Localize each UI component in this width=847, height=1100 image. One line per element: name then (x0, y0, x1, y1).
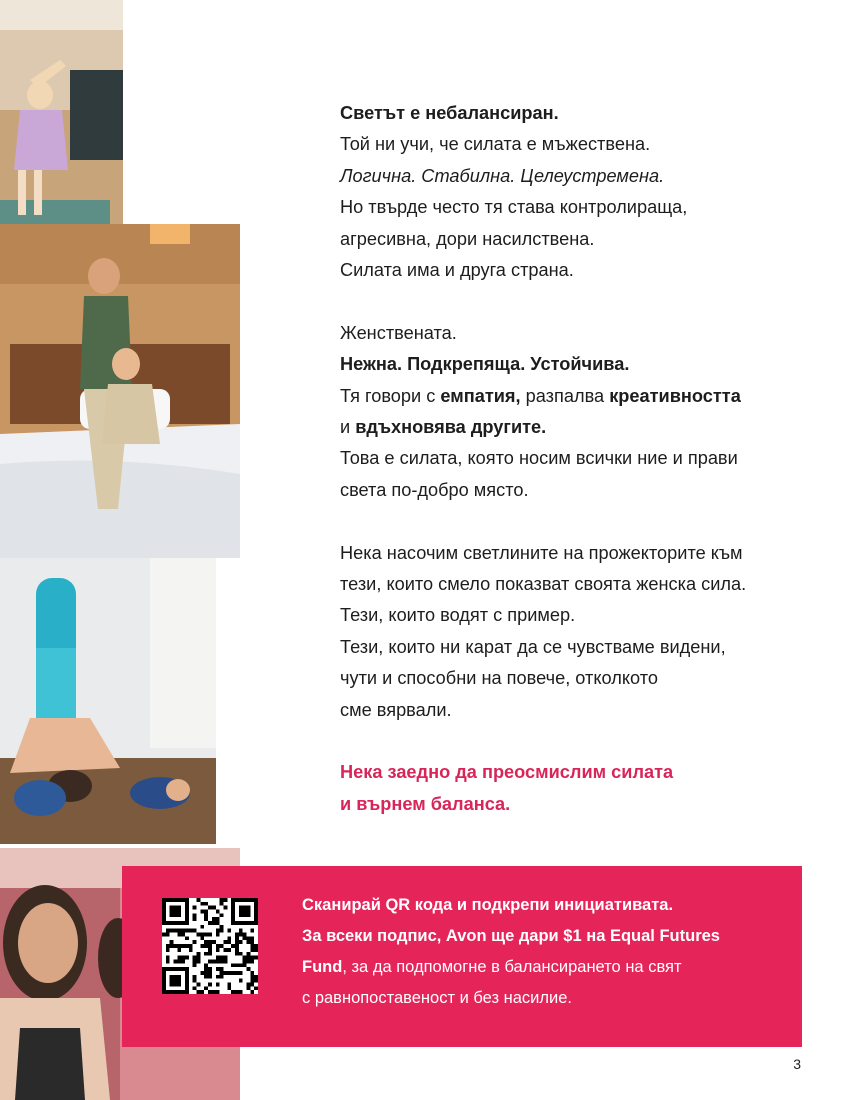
text-fragment: Тя говори с (340, 385, 441, 406)
text-line: Женствената. (340, 322, 457, 343)
text-fragment: разпалва (520, 385, 610, 406)
text-fragment-bold: креативността (609, 385, 741, 406)
cta-text (302, 890, 792, 1014)
qr-code[interactable] (162, 898, 258, 994)
text-line: Силата има и друга страна. (340, 260, 574, 281)
cta-fragment-bold: Fund (302, 958, 343, 976)
text-line: сме вярвали. (340, 699, 452, 720)
text-line-mixed (340, 381, 820, 412)
text-fragment-bold: вдъхновява другите. (355, 417, 547, 438)
cta-banner (122, 866, 802, 1047)
heading-line: Светът е небалансиран. (340, 103, 559, 123)
closing-line: Нека заедно да преосмислим силата (340, 762, 674, 783)
text-line: Нека насочим светлините на прожекторите към (340, 542, 743, 563)
closing-line: и върнем баланса. (340, 793, 511, 814)
cta-line-bold: За всеки подпис, Avon ще дари $1 на Equal Futures (302, 927, 720, 945)
text-line: Това е силата, която носим всички ние и прави (340, 448, 738, 469)
text-line: Но твърде често тя става контролираща, (340, 197, 688, 218)
main-text (340, 98, 820, 820)
cta-fragment: , за да подпомогне в балансирането на свят (342, 958, 682, 976)
photo-man-jumping-bed (0, 224, 240, 558)
text-line-mixed (340, 412, 820, 443)
text-fragment-bold: емпатия, (440, 385, 521, 406)
text-line: агресивна, дори насилствена. (340, 228, 595, 249)
text-line: света по-добро място. (340, 479, 529, 500)
text-fragment: и (340, 417, 356, 438)
photo-woman-headstand (0, 558, 216, 844)
text-line: Тези, които водят с пример. (340, 605, 576, 626)
text-line-italic: Логична. Стабилна. Целеустремена. (340, 165, 665, 186)
photo-child-dancing (0, 0, 123, 248)
cta-line: с равнопоставеност и без насилие. (302, 989, 572, 1007)
page-number: 3 (793, 1056, 801, 1072)
text-line: Той ни учи, че силата е мъжествена. (340, 134, 651, 155)
text-line: Тези, които ни карат да се чувстваме видени, (340, 636, 726, 657)
text-line: чути и способни на повече, отколкото (340, 668, 658, 689)
text-line: тези, които смело показват своята женска сила. (340, 574, 747, 595)
cta-line-bold: Сканирай QR кода и подкрепи инициативата. (302, 896, 674, 914)
cta-line-mixed (302, 952, 792, 983)
text-line-bold: Нежна. Подкрепяща. Устойчива. (340, 354, 630, 375)
